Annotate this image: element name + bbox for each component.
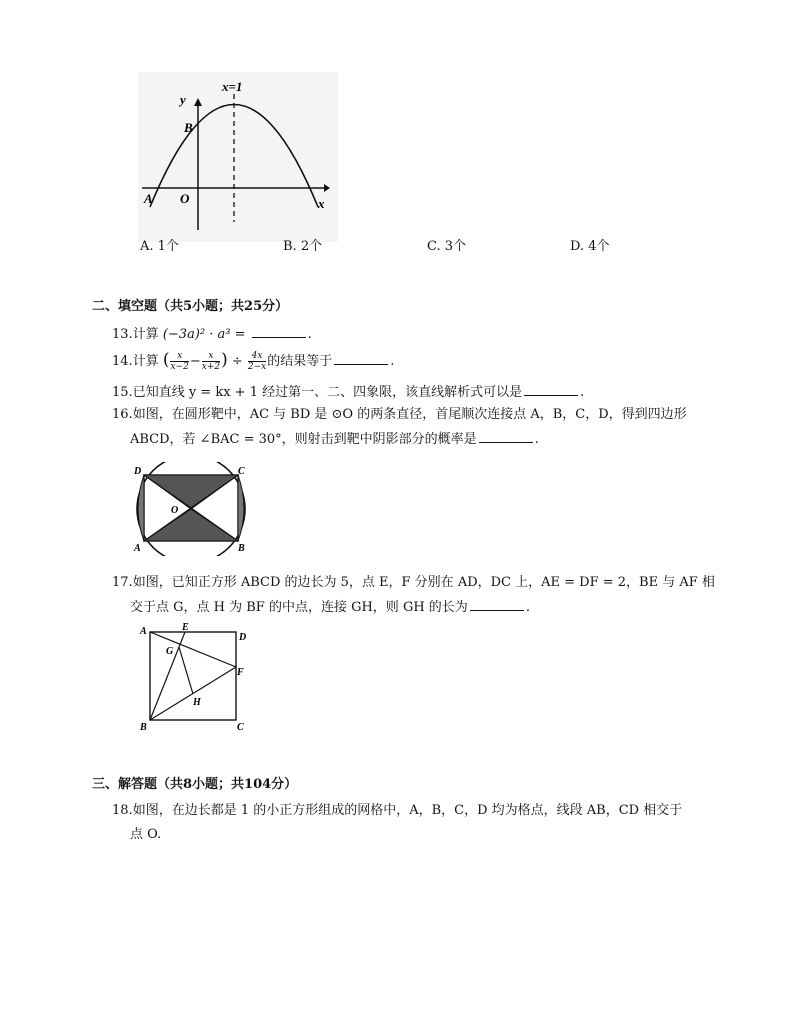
answer-blank[interactable]	[479, 430, 533, 443]
answer-blank[interactable]	[252, 325, 306, 338]
option-c: C. 3个	[427, 239, 467, 254]
fraction-1: $\frac{x}{x-2}$	[170, 351, 189, 372]
question-number: 15.	[112, 385, 133, 400]
segment-af	[150, 632, 236, 667]
answer-blank[interactable]	[334, 352, 388, 365]
question-15: 15.已知直线 y = kx + 1 经过第一、二、四象限，该直线解析式可以是 .	[112, 385, 585, 400]
question-18-line-1: 18.如图，在边长都是 1 的小正方形组成的网格中，A，B，C，D 均为格点，线段 AB，CD 相交于	[112, 803, 683, 818]
fraction-2: $\frac{x}{x+2}$	[201, 351, 221, 372]
center-o-label: O	[171, 505, 179, 516]
point-h-label: H	[193, 697, 201, 708]
answer-blank[interactable]	[524, 383, 578, 396]
y-axis-label: y	[180, 92, 186, 107]
shaded-segment-left	[138, 475, 144, 541]
question-number: 16.	[112, 407, 133, 422]
point-d-label: D	[134, 466, 142, 477]
question-number: 17.	[112, 575, 133, 590]
point-a-label: A	[134, 543, 141, 554]
parabola-figure	[138, 72, 338, 242]
question-18-line-2: 点 O.	[130, 827, 162, 842]
circle-target-figure	[130, 462, 254, 556]
answer-blank[interactable]	[470, 598, 524, 611]
section-2-heading: 二、填空题（共5小题；共25分）	[92, 299, 289, 314]
expression: (−3a)² · a³ =	[162, 327, 246, 342]
point-f-label: F	[237, 667, 244, 678]
question-14: 14.计算 ( $\frac{x}{x-2}$ − $\frac{x}{x+2}$ ) ÷ $\frac{4x}{2-x}$ 的结果等于 .	[112, 350, 395, 372]
point-c-label: C	[238, 466, 245, 477]
point-b-label: B	[184, 120, 193, 135]
question-number: 13.	[112, 327, 133, 342]
square-figure	[138, 622, 252, 734]
segment-gh	[179, 647, 193, 694]
origin-label: O	[180, 191, 190, 206]
x-axis-label: x	[318, 196, 325, 211]
shaded-segment-right	[238, 475, 244, 541]
fraction-3: $\frac{4x}{2-x}$	[247, 351, 267, 372]
question-number: 14.	[112, 354, 133, 369]
question-17-line-2: 交于点 G，点 H 为 BF 的中点，连接 GH，则 GH 的长为 .	[130, 600, 530, 615]
section-3-heading: 三、解答题（共8小题；共104分）	[92, 777, 298, 792]
option-d: D. 4个	[570, 239, 610, 254]
shaded-triangle-top	[144, 475, 238, 509]
point-a-label: A	[140, 626, 147, 637]
question-17-line-1: 17.如图，已知正方形 ABCD 的边长为 5，点 E，F 分别在 AD，DC 上，AE = DF = 2，BE 与 AF 相	[112, 575, 715, 590]
point-b-label: B	[140, 722, 147, 733]
question-number: 18.	[112, 803, 133, 818]
option-b: B. 2个	[283, 239, 323, 254]
figure-background	[138, 72, 338, 242]
question-16-line-1: 16.如图，在圆形靶中，AC 与 BD 是 ⊙O 的两条直径，首尾顺次连接点 A，B，C，D，得到四边形	[112, 407, 687, 422]
point-e-label: E	[182, 622, 189, 633]
shaded-triangle-bottom	[144, 509, 238, 541]
point-c-label: C	[237, 722, 244, 733]
question-16-line-2: ABCD，若 ∠BAC = 30°，则射击到靶中阴影部分的概率是 .	[130, 432, 539, 447]
point-g-label: G	[166, 646, 174, 657]
point-a-label: A	[144, 191, 153, 206]
axis-of-symmetry-label: x=1	[222, 79, 243, 94]
point-d-label: D	[239, 632, 247, 643]
option-a: A. 1个	[140, 239, 179, 254]
point-b-label: B	[238, 543, 245, 554]
question-13: 13.计算 (−3a)² · a³ = .	[112, 327, 312, 342]
